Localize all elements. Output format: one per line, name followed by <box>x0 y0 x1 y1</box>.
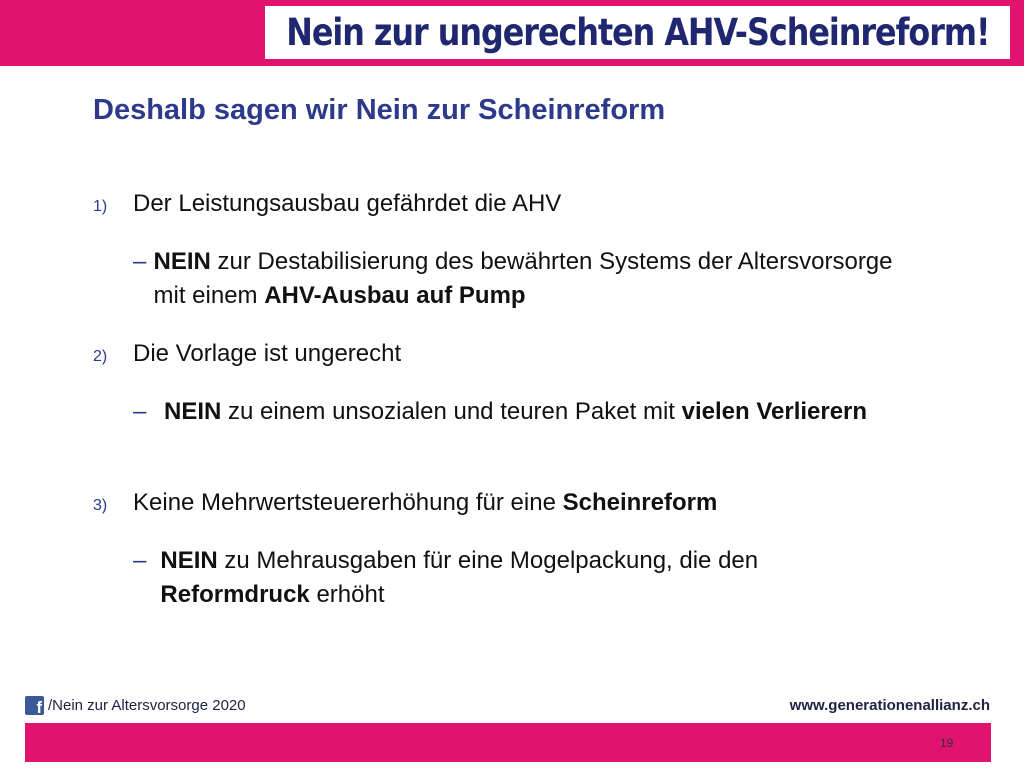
facebook-page-name: /Nein zur Altersvorsorge 2020 <box>48 697 246 714</box>
facebook-link[interactable] <box>25 696 246 715</box>
footer-band <box>25 723 991 762</box>
dash-bullet: – <box>133 248 147 275</box>
item-number: 1) <box>93 198 108 215</box>
sub-item-3 <box>133 544 893 612</box>
website-link[interactable]: www.generationenallianz.ch <box>789 697 990 714</box>
item-number: 2) <box>93 348 108 365</box>
sub-item-text: NEIN zur Destabilisierung des bewährten Systems der Altersvorsorge mit einem AHV-Ausbau auf Pump <box>153 248 893 309</box>
sub-item-1 <box>133 245 893 313</box>
list-item-2 <box>93 340 401 368</box>
list-item-3 <box>93 489 717 517</box>
header-band <box>0 0 1024 66</box>
dash-bullet: – <box>133 398 147 425</box>
list-item-1 <box>93 190 561 218</box>
facebook-icon: f <box>25 696 44 715</box>
banner-box <box>265 6 1010 59</box>
sub-item-2 <box>133 395 893 429</box>
sub-item-text: NEIN zu einem unsozialen und teuren Paket mit vielen Verlierern <box>164 398 868 425</box>
slide-title: Deshalb sagen wir Nein zur Scheinreform <box>93 94 666 126</box>
item-text: Keine Mehrwertsteuererhöhung für eine Scheinreform <box>133 489 718 516</box>
item-number: 3) <box>93 497 108 514</box>
item-text: Die Vorlage ist ungerecht <box>133 340 402 367</box>
item-text: Der Leistungsausbau gefährdet die AHV <box>133 190 562 217</box>
sub-item-text: NEIN zu Mehrausgaben für eine Mogelpackung, die den Reformdruck erhöht <box>160 547 759 608</box>
page-number: 19 <box>940 736 954 750</box>
banner-title: Nein zur ungerechten AHV-Scheinreform! <box>285 11 990 54</box>
dash-bullet: – <box>133 547 147 574</box>
